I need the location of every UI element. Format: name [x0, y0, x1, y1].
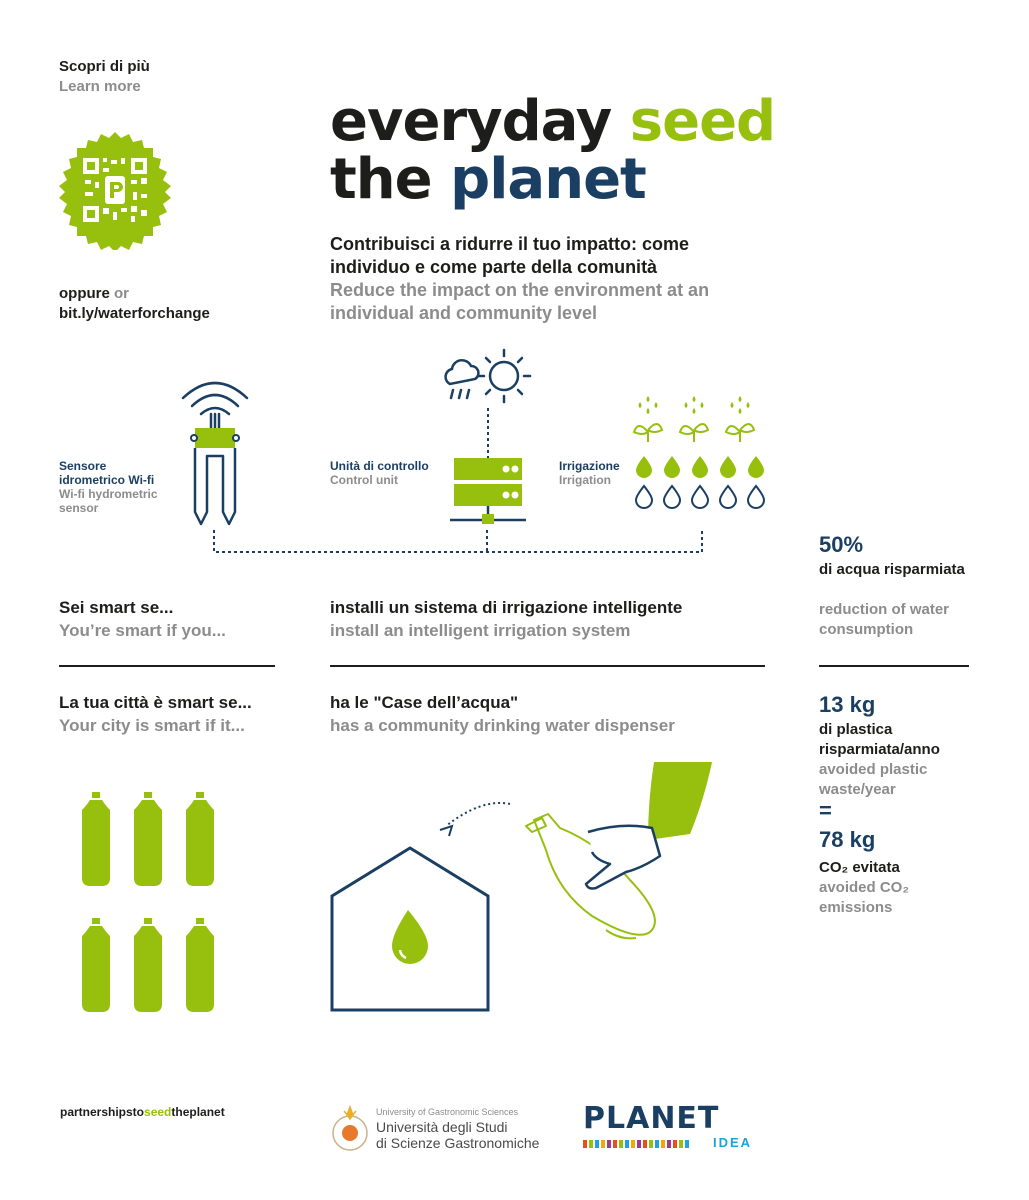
control-unit-icon	[446, 458, 530, 528]
plastic-bottles-icon	[80, 792, 220, 1014]
planet-idea-logo: PLANET	[583, 1101, 720, 1136]
hashtag-part-2: seed	[144, 1105, 172, 1119]
planet-idea-people-icon	[583, 1138, 725, 1150]
planet-idea-subtitle: IDEA	[713, 1135, 753, 1150]
headline-seed: seed	[629, 89, 776, 154]
headline-the: the	[330, 147, 451, 212]
smart-city-action-en: has a community drinking water dispenser	[330, 716, 675, 735]
plastic-saving-en: avoided plastic waste/year	[819, 761, 928, 798]
hashtag-part-3: theplanet	[171, 1105, 225, 1119]
smart-you-action-it: installi un sistema di irrigazione intelligente	[330, 598, 683, 617]
equals-sign: =	[819, 798, 832, 823]
irrigation-label-en: Irrigation	[559, 473, 612, 487]
smart-you-action-en: install an intelligent irrigation system	[330, 621, 631, 640]
footer-hashtag	[60, 1105, 225, 1119]
learn-more-en: Learn more	[59, 78, 141, 95]
water-house-illustration	[330, 760, 720, 1016]
plastic-saving-it: di plastica risparmiata/anno	[819, 721, 940, 758]
smart-city-action-it: ha le "Case dell’acqua"	[330, 693, 519, 712]
co2-saving-it: CO₂ evitata	[819, 859, 900, 876]
short-link[interactable]: bit.ly/waterforchange	[59, 305, 210, 322]
wifi-sensor-icon	[175, 372, 255, 532]
co2-saving-value: 78 kg	[819, 827, 876, 852]
water-saving-it: di acqua risparmiata	[819, 561, 965, 578]
irrigation-icon	[632, 396, 772, 512]
dotted-connector	[212, 530, 706, 556]
dotted-connector-vertical	[486, 408, 490, 458]
water-saving-en: reduction of water consumption	[819, 601, 950, 638]
headline-planet: planet	[450, 147, 646, 212]
learn-more-it: Scopri di più	[59, 58, 150, 75]
qr-code-badge[interactable]	[55, 130, 175, 250]
weather-icon	[438, 344, 538, 404]
control-label-en: Control unit	[330, 473, 398, 487]
headline-everyday: everyday	[330, 89, 630, 154]
water-saving-value: 50%	[819, 532, 864, 557]
co2-saving-en: avoided CO₂ emissions	[819, 879, 910, 916]
headline-line-1	[330, 89, 776, 154]
smart-you-it: Sei smart se...	[59, 598, 174, 617]
plastic-saving-value: 13 kg	[819, 692, 876, 717]
irrigation-label-it: Irrigazione	[559, 459, 620, 473]
hashtag-part-1: partnershipsto	[60, 1105, 145, 1119]
control-label-it: Unità di controllo	[330, 459, 429, 473]
intro-it: Contribuisci a ridurre il tuo impatto: come individuo e come parte della comunità	[330, 234, 690, 277]
smart-you-en: You’re smart if you...	[59, 621, 226, 640]
university-name-en: University of Gastronomic Sciences	[376, 1107, 519, 1117]
divider-middle	[330, 665, 765, 667]
or-it: oppure	[59, 285, 110, 302]
university-logo-icon	[330, 1103, 370, 1153]
divider-left	[59, 665, 275, 667]
sensor-label-en: Wi-fi hydrometric sensor	[59, 487, 158, 515]
smart-city-en: Your city is smart if it...	[59, 716, 245, 735]
intro-en: Reduce the impact on the environment at an individual and community level	[330, 280, 710, 323]
sensor-label-it: Sensore idrometrico Wi-fi	[59, 459, 155, 487]
or-en: or	[114, 285, 130, 302]
headline-line-2	[330, 147, 646, 212]
smart-city-it: La tua città è smart se...	[59, 693, 252, 712]
university-name-line-1: Università degli Studi	[376, 1119, 508, 1135]
divider-right	[819, 665, 969, 667]
or-line	[59, 284, 129, 304]
university-name-line-2: di Scienze Gastronomiche	[376, 1135, 540, 1151]
